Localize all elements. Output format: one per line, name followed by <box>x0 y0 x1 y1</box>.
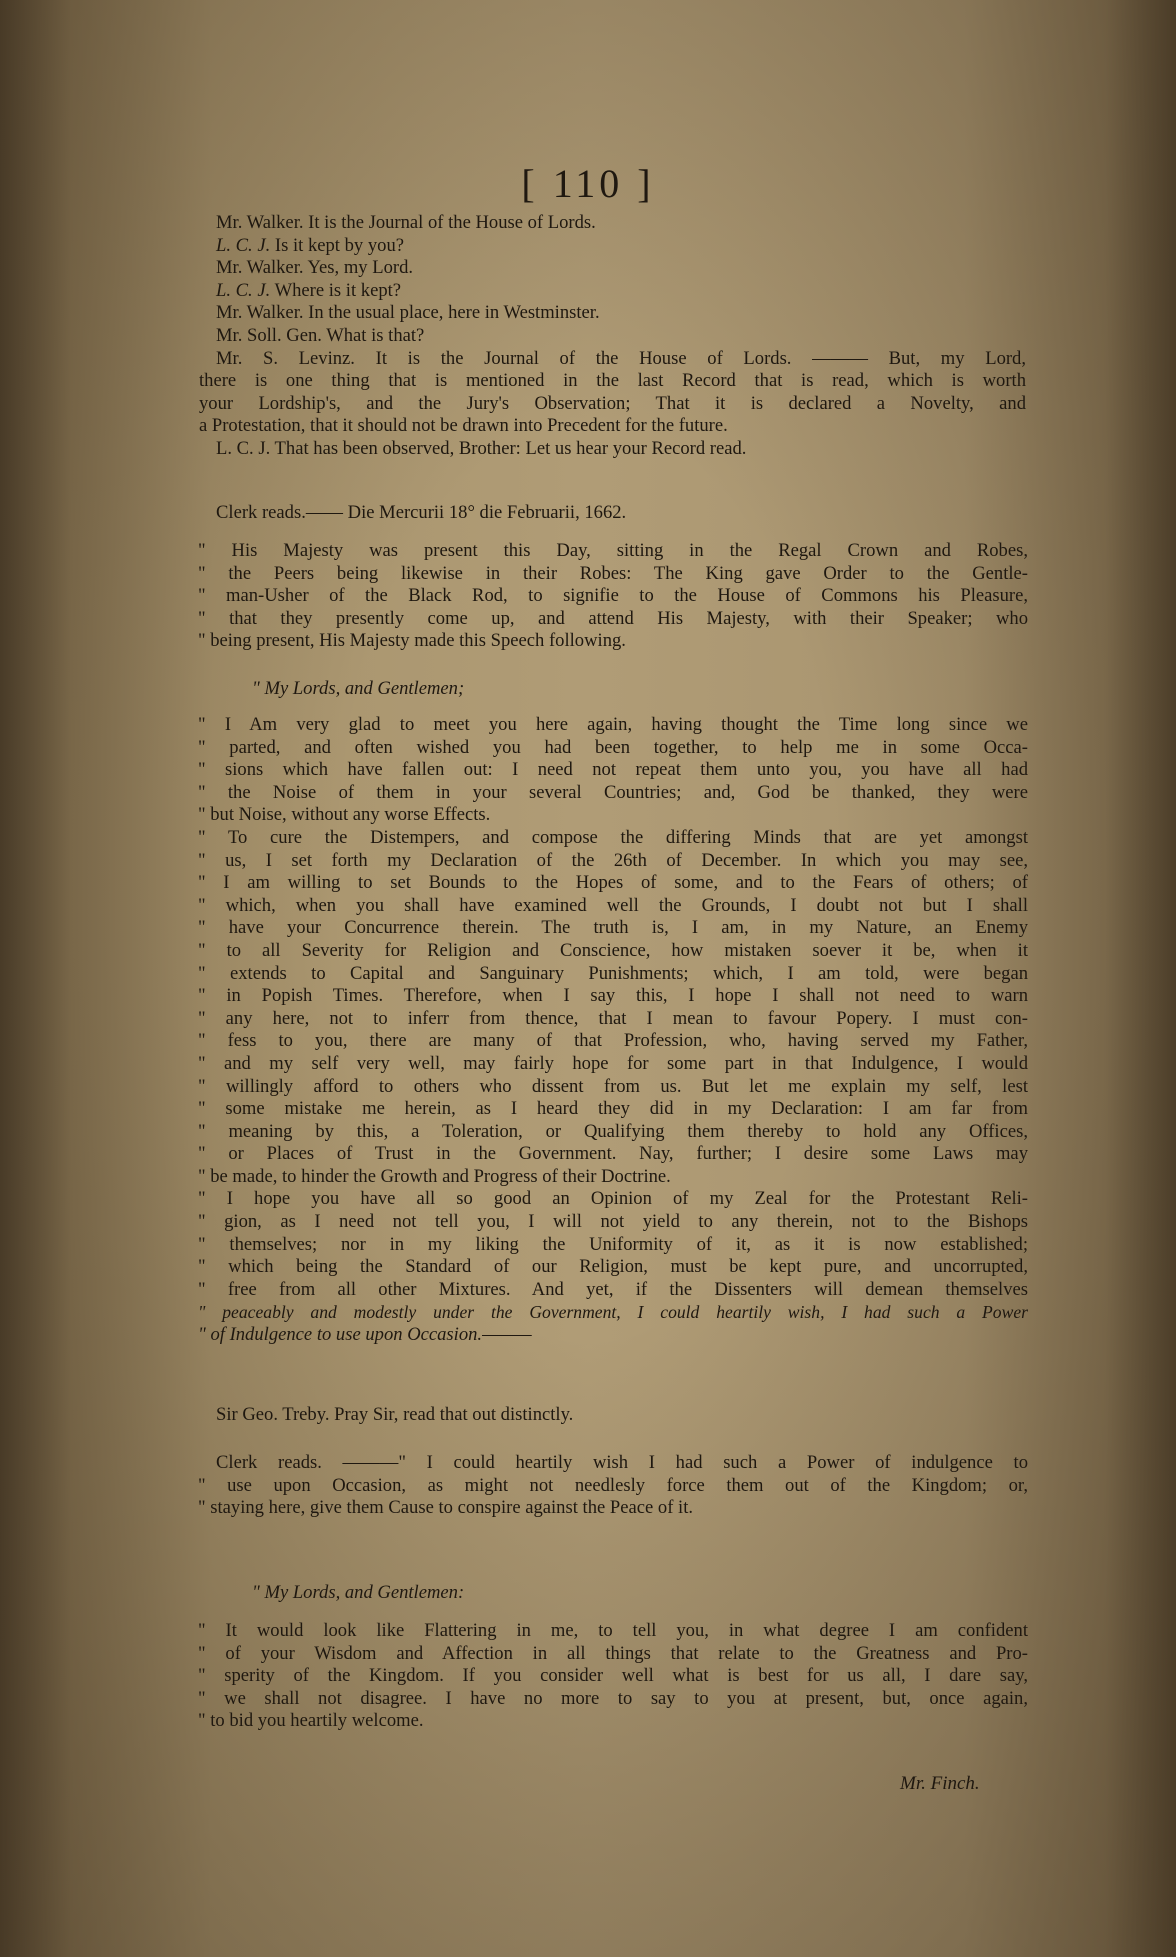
address-heading: " My Lords, and Gentlemen; <box>252 678 465 699</box>
record-line: " that they presently come up, and attend His Majesty, with their Speaker; who <box>198 607 1028 629</box>
speech-line: " of Indulgence to use upon Occasion.——— <box>198 1324 532 1346</box>
speech-line: " be made, to hinder the Growth and Progress of their Doctrine. <box>198 1165 671 1187</box>
record-block <box>198 540 1028 653</box>
record-line: " the Peers being likewise in their Robes: The King gave Order to the Gentle- <box>198 562 1028 584</box>
speech-line: " us, I set forth my Declaration of the 26th of December. In which you may see, <box>198 849 1028 871</box>
catchword: Mr. Finch. <box>900 1773 980 1794</box>
clerk-heading: Clerk reads.—— Die Mercurii 18° die Februarii, 1662. <box>216 502 627 523</box>
speech-line: " and my self very well, may fairly hope for some part in that Indulgence, I would <box>198 1052 1028 1074</box>
speech-line: " sions which have fallen out: I need not repeat them unto you, you have all had <box>198 759 1028 781</box>
dialogue-line: Mr. Walker. It is the Journal of the House of Lords. <box>216 212 596 233</box>
record-line: " His Majesty was present this Day, sitting in the Regal Crown and Robes, <box>198 540 1028 561</box>
speech-line: " sperity of the Kingdom. If you consider well what is best for us all, I dare say, <box>198 1665 1028 1687</box>
speech-line: " I Am very glad to meet you here again, having thought the Time long since we <box>198 714 1028 735</box>
speech-line: " meaning by this, a Toleration, or Qualifying them thereby to hold any Offices, <box>198 1120 1028 1142</box>
speech-line: " free from all other Mixtures. And yet, if the Dissenters will demean themselves <box>198 1278 1028 1300</box>
speech-line: " which, when you shall have examined well the Grounds, I doubt not but I shall <box>198 894 1028 916</box>
speech-line: " gion, as I need not tell you, I will not yield to any therein, not to the Bishops <box>198 1211 1028 1233</box>
record-line: " being present, His Majesty made this Speech following. <box>198 630 626 652</box>
clerk-reading-2 <box>198 1452 1028 1520</box>
speech-line: " any here, not to inferr from thence, that I mean to favour Popery. I must con- <box>198 1007 1028 1029</box>
dialogue-line: Mr. Walker. Yes, my Lord. <box>216 257 414 279</box>
levinz-line: a Protestation, that it should not be drawn into Precedent for the future. <box>199 415 728 437</box>
speech-line: " to bid you heartily welcome. <box>198 1710 424 1732</box>
speech-line: " which being the Standard of our Religion, must be kept pure, and uncorrupted, <box>198 1256 1028 1278</box>
speech-body <box>198 714 1028 1347</box>
record-line: " man-Usher of the Black Rod, to signifie to the House of Commons his Pleasure, <box>198 585 1028 607</box>
dialogue-line: L. C. J. Where is it kept? <box>216 279 402 301</box>
speech-line: " parted, and often wished you had been together, to help me in some Occa- <box>198 736 1028 758</box>
speech-line: " or Places of Trust in the Government. Nay, further; I desire some Laws may <box>198 1143 1028 1165</box>
levinz-line: your Lordship's, and the Jury's Observation; That it is declared a Novelty, and <box>199 392 1026 414</box>
speech-line: " have your Concurrence therein. The truth is, I am, in my Nature, an Enemy <box>198 917 1028 939</box>
dialogue-line: Mr. Soll. Gen. What is that? <box>216 324 425 346</box>
speech-line: " some mistake me herein, as I heard they did in my Declaration: I am far from <box>198 1098 1028 1120</box>
speech-closing <box>198 1620 1028 1733</box>
speech-line: " fess to you, there are many of that Profession, who, having served my Father, <box>198 1030 1028 1052</box>
speech-line: " to all Severity for Religion and Conscience, how mistaken soever it be, when it <box>198 939 1028 961</box>
speech-line: " I hope you have all so good an Opinion of my Zeal for the Protestant Reli- <box>198 1188 1028 1210</box>
dialogue-line: Mr. Walker. In the usual place, here in Westminster. <box>216 302 600 324</box>
speech-line: " To cure the Distempers, and compose the differing Minds that are yet amongst <box>198 826 1028 848</box>
levinz-line: there is one thing that is mentioned in the last Record that is read, which is worth <box>199 370 1026 392</box>
page-number: [ 110 ] <box>521 161 655 206</box>
clerk-line: " use upon Occasion, as might not needlesly force them out of the Kingdom; or, <box>198 1474 1028 1496</box>
speech-line: " but Noise, without any worse Effects. <box>198 804 491 826</box>
speech-line: " I am willing to set Bounds to the Hopes of some, and to the Fears of others; of <box>198 872 1028 894</box>
treby-line: Sir Geo. Treby. Pray Sir, read that out distinctly. <box>216 1404 574 1425</box>
dialogue-line: L. C. J. Is it kept by you? <box>216 234 405 256</box>
speech-line: " of your Wisdom and Affection in all things that relate to the Greatness and Pro- <box>198 1642 1028 1664</box>
speech-line: " themselves; nor in my liking the Uniformity of it, as it is now established; <box>198 1233 1028 1255</box>
lcj-line: L. C. J. That has been observed, Brother: Let us hear your Record read. <box>216 437 747 459</box>
speech-line: " in Popish Times. Therefore, when I say this, I hope I shall not need to warn <box>198 985 1028 1007</box>
speech-line: " willingly afford to others who dissent from us. But let me explain my self, lest <box>198 1075 1028 1097</box>
speech-line: " It would look like Flattering in me, to tell you, in what degree I am confident <box>198 1620 1028 1641</box>
speech-line: " the Noise of them in your several Countries; and, God be thanked, they were <box>198 781 1028 803</box>
dialogue-block <box>199 212 1026 461</box>
clerk-line: Clerk reads. ———" I could heartily wish I had such a Power of indulgence to <box>216 1452 1028 1473</box>
speech-line: " we shall not disagree. I have no more to say to you at present, but, once again, <box>198 1687 1028 1709</box>
clerk-line: " staying here, give them Cause to conspire against the Peace of it. <box>198 1497 694 1519</box>
levinz-line: Mr. S. Levinz. It is the Journal of the House of Lords. ——— But, my Lord, <box>216 347 1026 369</box>
address-heading-2: " My Lords, and Gentlemen: <box>252 1582 465 1603</box>
speech-line: " extends to Capital and Sanguinary Punishments; which, I am told, were began <box>198 962 1028 984</box>
speech-line: " peaceably and modestly under the Government, I could heartily wish, I had such a Power <box>198 1302 1028 1323</box>
